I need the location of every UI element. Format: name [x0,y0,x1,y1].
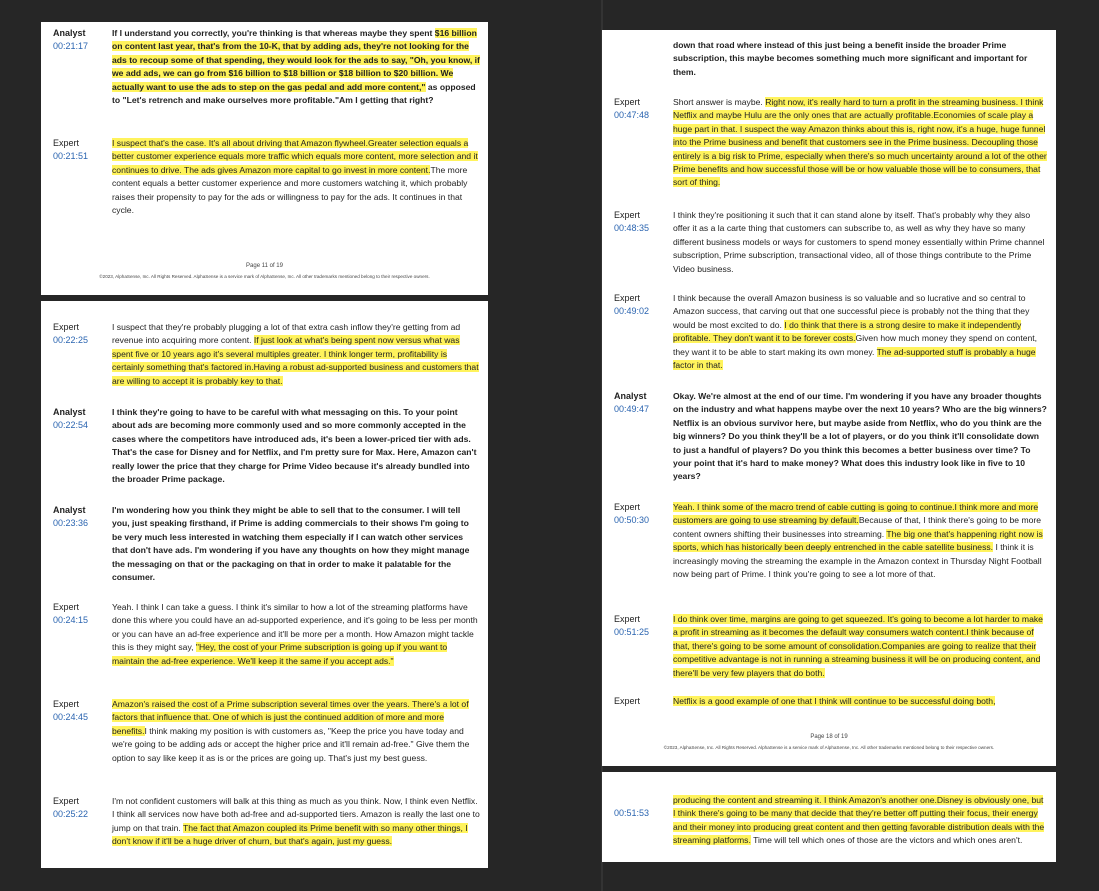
speaker [53,504,105,530]
turn-text [673,501,1048,581]
text-segment: as opposed to "Let's retrench and make ourselves more profitable."Am I getting that right? [112,81,476,106]
speaker [614,292,666,318]
highlighted-text: producing the content and streaming it. I think Amazon's another one. [673,795,937,805]
turn-text [112,601,480,668]
turn-text [112,137,480,217]
speaker-role: Expert [614,293,641,303]
turn-text [673,39,1048,79]
text-segment: Short answer is maybe. [673,97,766,107]
turn-text [673,695,1048,708]
turn-text [673,209,1048,276]
speaker-role: Expert [614,210,641,220]
speaker-role: Expert [53,138,80,148]
speaker [614,794,666,820]
turn-text [112,406,480,486]
timestamp: 00:21:17 [53,41,89,51]
document-page-11 [41,22,488,295]
highlighted-text: $16 billion on content last year, that's from the 10-K, that by adding ads, they're not looking for the ads to recoup some of that spending, they would look for the ads to say, "Oh, you know, if we add ads, we can go from $16 billion to $18 billion or $18 billion to $20 billion. We actually want to use the ads to step on the gas pedal and add more content," [112,28,480,92]
speaker-role: Analyst [614,391,647,401]
timestamp: 00:51:53 [614,808,650,818]
page-number: Page 11 of 19 [246,263,283,269]
timestamp: 00:21:51 [53,151,89,161]
highlighted-text: The big one that's happening right now is sports, which has historically been deeply entrenched in the cable satellite business. [673,528,1043,553]
turn-text [673,96,1048,190]
speaker-role [614,39,666,52]
speaker [614,39,666,52]
highlighted-text: Right now, it's really hard to turn a profit in the streaming business. I think Netflix and maybe Hulu are the only ones that are actually profitable.Economies of scale play a huge part in that. I suspect the way Amazon thinks about this is, right now, it's a huge, huge funnel into the Prime business and benefit that customers see in the Prime business. Decoupling those entirely is a big risk to Prime, especially when there's so much uncertainty around a lot of the other Prime benefits and how successful those will be or how valuable those will be to consumers, that sort of thing. [673,97,1047,188]
speaker [53,601,105,627]
timestamp: 00:24:45 [53,712,89,722]
speaker [53,27,105,53]
text-segment: Okay. We're almost at the end of our time. I'm wondering if you have any broader thoughts on the industry and what happens maybe over the next 10 years? Who are the big winners? Netflix is an obvious survivor here, but maybe aside from Netflix, who do you think are the big winners? Do you think they'll be a lot of players, or do you think it'll consolidate down to just a handful of players? Do you think this becomes a better business over time? To your point that it's hard to make money? What does this industry look like in five to 10 years? [673,391,1047,482]
timestamp: 00:47:48 [614,110,650,120]
highlighted-text: Netflix is a good example of one that I think will continue to be successful doing both, [673,696,996,706]
highlighted-text: Amazon's raised the cost of a Prime subscription several times over the years. There's a lot of factors that influence that. One of which is just the continued addition of more and more benefits. [112,699,469,736]
speaker-role: Analyst [53,407,86,417]
text-segment: Given how much money they spend on content, they want it to be able to start making its own money. [673,333,1038,357]
highlighted-text: The fact that Amazon coupled its Prime benefit with so many other things, I don't know if it'll be a huge driver of churn, but that's again, just my guess. [112,822,468,847]
speaker-role: Expert [53,796,80,806]
timestamp: 00:23:36 [53,518,89,528]
speaker [614,695,666,708]
speaker [614,501,666,527]
highlighted-text: I do think over time, margins are going to get squeezed. It's going to become a lot harder to make a profit in streaming as it becomes the default way consumers watch content.I think because of that, there's going to be some amount of consolidation.Companies are going to realize that their competitive advantage is not in running a streaming business it will be on producing content, and there'll be very few players that do both. [673,614,1043,678]
speaker-role: Expert [614,97,641,107]
page-footer: ©2023, AlphaSense, Inc. All Rights Reserved. AlphaSense is a service mark of AlphaSense, Inc. All other trademarks mentioned belong to their respective owners. [663,745,995,750]
speaker [614,96,666,122]
timestamp: 00:48:35 [614,223,650,233]
text-segment: If I understand you correctly, you're thinking is that whereas maybe they spent [112,28,435,38]
speaker-role: Expert [53,699,80,709]
highlighted-text: I do think that there is a strong desire to make it independently profitable. They don't want it to be forever costs. [673,319,1022,344]
speaker-role [614,794,666,807]
speaker [53,321,105,347]
highlighted-text: Yeah. I think some of the macro trend of cable cutting is going to continue.I think more and more customers are going to use streaming by default. [673,502,1039,526]
timestamp: 00:25:22 [53,809,89,819]
document-page-12 [41,301,488,868]
speaker-role: Expert [53,322,80,332]
timestamp: 00:24:15 [53,615,89,625]
timestamp: 00:51:25 [614,627,650,637]
turn-text [673,292,1048,372]
speaker-role: Expert [614,696,641,706]
text-segment: I suspect that they're probably plugging a lot of that extra cash inflow they're getting from ad revenue into acquiring more content. [112,322,461,346]
text-segment: I think because the overall Amazon business is so valuable and so lucrative and so central to Amazon success, that carving out that one successful piece is probably not the thing that they would be most excited to do. [673,293,1030,330]
turn-text [673,794,1048,848]
page-number: Page 18 of 19 [810,734,848,740]
turn-text [673,390,1048,484]
speaker-role: Expert [614,502,641,512]
highlighted-text: If just look at what's being spent now versus what was spent five or 10 years ago it's several multiples greater. I think longer term, profitability is certainly something that's factored in.Having a robust ad-supported business and customers that are willing to accept it is probably key to that. [112,335,479,386]
turn-text [112,795,480,849]
text-segment: I think they're going to have to be careful with what messaging on this. To your point about ads are becoming more commonly used and so more commonly accepted in the cases where the competitors have introduced ads, it's been a lower-priced tier with ads. That's the case for Disney and for Netflix, and I'm pretty sure for Max. Here, Amazon can't really lower the price that they charge for Prime Video because it's already bundled into the broader Prime package. [112,407,477,485]
timestamp: 00:49:47 [614,404,650,414]
timestamp: 00:22:54 [53,420,89,430]
speaker [53,795,105,821]
text-segment: The more content equals a better customer experience and more customers watching it, which probably raises their propensity to pay for the ads or willingness to pay for the ads. It continues in that cycle. [112,164,468,216]
timestamp: 00:22:25 [53,335,89,345]
turn-text [112,321,480,388]
turn-text [112,698,480,765]
text-segment: I'm wondering how you think they might be able to sell that to the consumer. I will tell you, just speaking firsthand, if Prime is adding commercials to their shows I'm going to be very much less interested in watching them especially if I can watch other services that don't have ads. I'm wondering if you have any thoughts on how they might manage the messaging on that or the packaging on that in order to make it palatable for the consumer. [112,505,470,583]
text-segment: I think they're positioning it such that it can stand alone by itself. That's probably why they also offer it as a la carte thing that customers can subscribe to, as well as why they have so many different business models or ways for customers to spend money essentially within Prime channel subscription, Prime subscription, transactional video, all of those things contribute to the Prime Video business. [673,210,1045,274]
text-segment: Yeah. I think I can take a guess. I think it's similar to how a lot of the streaming platforms have done this where you could have an ad-supported experience, and it's going to be less per month or you can have an ad-free experience and it'll be more per a month. How Amazon might tackle this is they might say, [112,602,478,653]
highlighted-text: The ad-supported stuff is probably a huge factor in that. [673,346,1036,371]
highlighted-text: I suspect that's the case. It's all about driving that Amazon flywheel.Greater selection equals a better customer experience equals more traffic which equals more content, more selection and it continues to drive. The ads gives Amazon more capital to go invest in more content. [112,138,478,175]
document-page-19 [602,772,1056,862]
highlighted-text: "Hey, the cost of your Prime subscription is going up if you want to maintain the ad-free experience. We'll keep it the same if you accept ads." [112,642,448,666]
speaker [53,406,105,432]
text-segment: Time will tell which ones of those are the victors and which ones aren't. [750,835,1023,846]
timestamp: 00:50:30 [614,515,650,525]
speaker [614,390,666,416]
text-segment: I'm not confident customers will balk at this thing as much as you think. Now, I think even Netflix. I think all services now have both ad-free and ad-supported tiers. Amazon is really the last one to jump on that train. [112,796,480,833]
highlighted-text: Disney is obviously one, but I think there's going to be many that decide that they're better off putting their focus, their energy and their money into producing great content and then getting favorable distribution deals with the streaming platforms. [673,795,1045,846]
text-segment: down that road where instead of this just being a benefit inside the broader Prime subscription, this maybe becomes something much more significant and important for them. [673,40,1028,77]
turn-text [112,27,480,107]
speaker [53,698,105,724]
document-page-18 [602,30,1056,766]
speaker-role: Expert [53,602,80,612]
speaker-role: Expert [614,614,641,624]
text-segment: Because of that, I think there's going to be more content owners shifting their businesses into streaming. [673,515,1042,539]
timestamp: 00:49:02 [614,306,650,316]
text-segment: I think making my position is with customers as, "Keep the price you have today and we're going to be adding ads or accept the higher price and it'll remain ad-free." Give them the option to say like keep it as is or the prices are going up. That's just my best guess. [112,725,470,763]
turn-text [112,504,480,584]
speaker-role: Analyst [53,28,86,38]
speaker [614,209,666,235]
speaker [614,613,666,639]
page-footer: ©2023, AlphaSense, Inc. All Rights Reserved. AlphaSense is a service mark of AlphaSense, Inc. All other trademarks mentioned belong to their respective owners. [99,274,430,279]
text-segment: I think it is increasingly moving the streaming the example in the Amazon context in Thursday Night Football now being part of Prime. I think you're going to see a lot more of that. [673,542,1042,580]
speaker [53,137,105,163]
speaker-role: Analyst [53,505,86,515]
turn-text [673,613,1048,680]
